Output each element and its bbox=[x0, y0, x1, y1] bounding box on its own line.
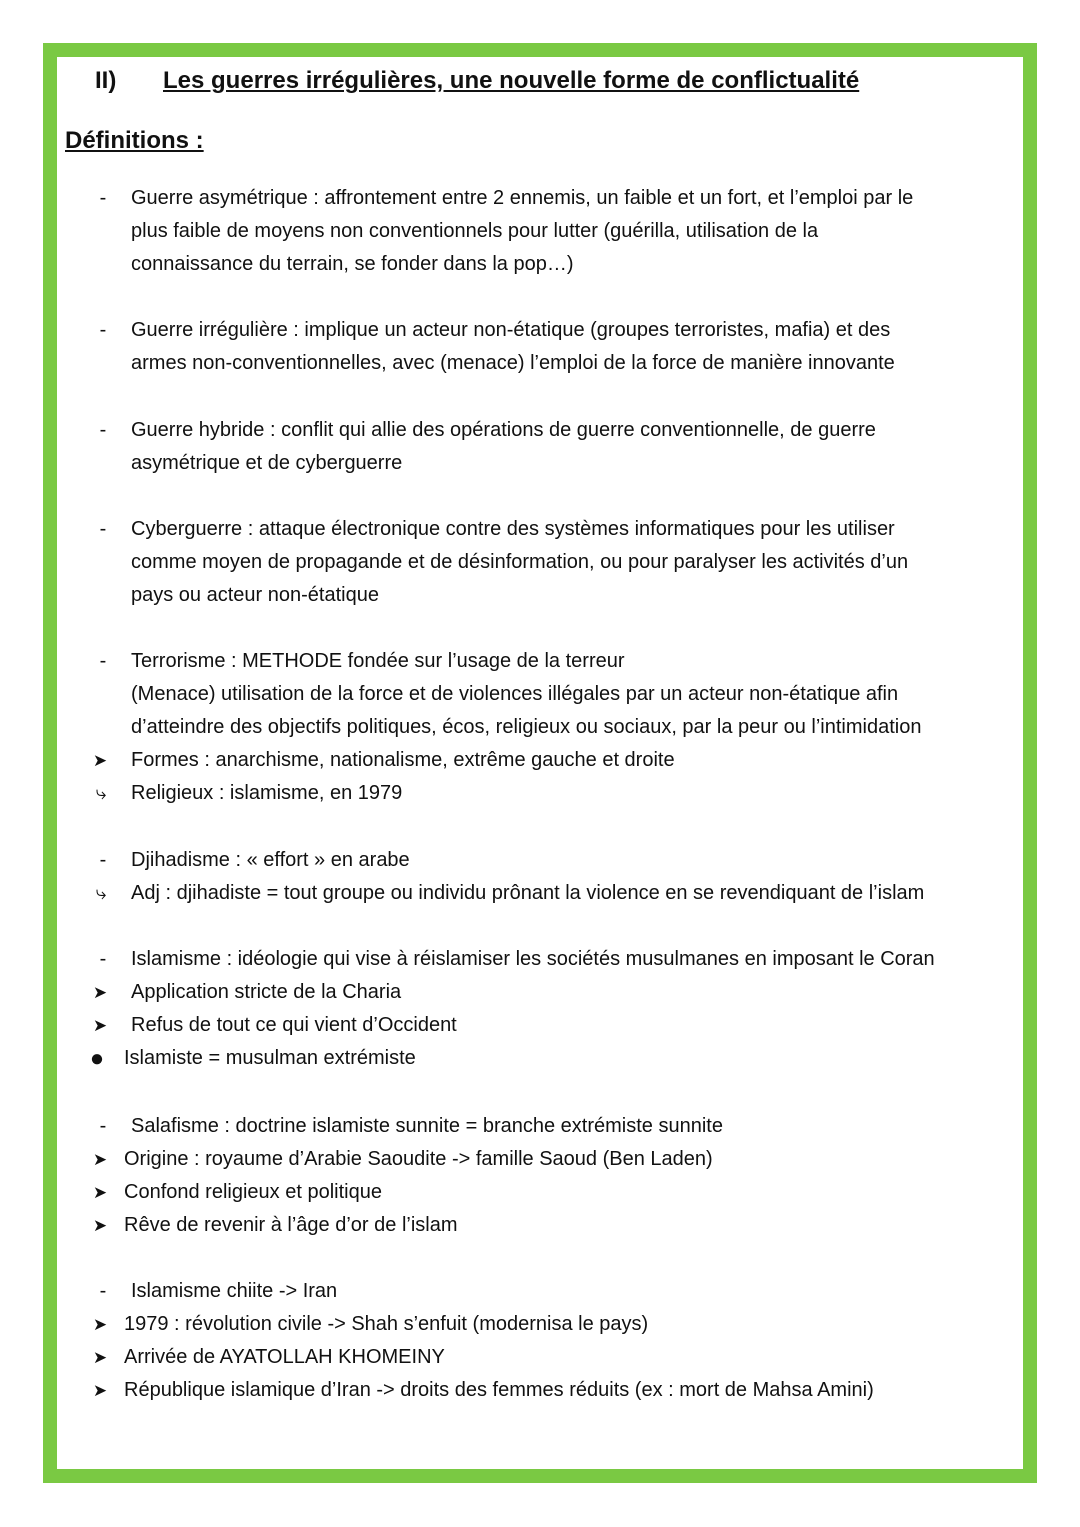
arrowhead-icon: ➤ bbox=[92, 1315, 108, 1334]
arrowhead-icon: ➤ bbox=[92, 1183, 108, 1202]
sub-item: ➤ Origine : royaume d’Arabie Saoudite -> famille Saoud (Ben Laden) bbox=[0, 1143, 1080, 1176]
sub-item: ➤ Application stricte de la Charia bbox=[0, 976, 1080, 1009]
section-title: Les guerres irrégulières, une nouvelle forme de conflictualité bbox=[163, 67, 860, 94]
definition-djihadisme bbox=[0, 844, 1080, 910]
definition-line: asymétrique et de cyberguerre bbox=[131, 452, 403, 474]
definition-line: - Guerre asymétrique : affrontement entre 2 ennemis, un faible et un fort, et l’emploi par le bbox=[0, 182, 1080, 215]
definition-line: - Guerre irrégulière : implique un acteur non-étatique (groupes terroristes, mafia) et des bbox=[0, 314, 1080, 347]
turn-arrow-icon: ⤷ bbox=[95, 783, 107, 804]
dash-marker: - bbox=[99, 419, 107, 441]
definition-guerre-irreguliere bbox=[0, 314, 1080, 380]
definition-line: - Guerre hybride : conflit qui allie des opérations de guerre conventionnelle, de guerre bbox=[0, 414, 1080, 447]
arrowhead-icon: ➤ bbox=[92, 1150, 108, 1169]
arrowhead-icon: ➤ bbox=[92, 751, 108, 770]
definition-guerre-asymetrique bbox=[0, 182, 1080, 281]
dash-marker: - bbox=[99, 849, 107, 871]
sub-item: ➤ Formes : anarchisme, nationalisme, extrême gauche et droite bbox=[0, 744, 1080, 777]
definitions-title: Définitions : bbox=[65, 127, 204, 154]
definition-line: - Terrorisme : METHODE fondée sur l’usage de la terreur bbox=[0, 645, 1080, 678]
section-number: II) bbox=[95, 67, 117, 94]
definition-line: - Cyberguerre : attaque électronique contre des systèmes informatiques pour les utiliser bbox=[0, 513, 1080, 546]
definition-line: - Salafisme : doctrine islamiste sunnite = branche extrémiste sunnite bbox=[0, 1110, 1080, 1143]
sub-item: ⤷ Adj : djihadiste = tout groupe ou individu prônant la violence en se revendiquant de l’islam bbox=[0, 877, 1080, 910]
section-heading bbox=[0, 67, 1080, 101]
sub-item: ➤ Rêve de revenir à l’âge d’or de l’islam bbox=[0, 1209, 1080, 1242]
definition-line: - Djihadisme : « effort » en arabe bbox=[0, 844, 1080, 877]
definition-terrorisme bbox=[0, 645, 1080, 810]
dash-marker: - bbox=[99, 1280, 107, 1302]
definition-line: plus faible de moyens non conventionnels pour lutter (guérilla, utilisation de la bbox=[131, 220, 819, 242]
definition-cyberguerre bbox=[0, 513, 1080, 612]
dash-marker: - bbox=[99, 518, 107, 540]
definition-line: connaissance du terrain, se fonder dans la pop…) bbox=[131, 253, 574, 275]
sub-item: ➤ République islamique d’Iran -> droits des femmes réduits (ex : mort de Mahsa Amini) bbox=[0, 1374, 1080, 1407]
arrowhead-icon: ➤ bbox=[92, 983, 108, 1002]
sub-item: ➤ Confond religieux et politique bbox=[0, 1176, 1080, 1209]
arrowhead-icon: ➤ bbox=[92, 1216, 108, 1235]
definition-line: armes non-conventionnelles, avec (menace) l’emploi de la force de manière innovante bbox=[131, 352, 895, 374]
sub-item: ➤ 1979 : révolution civile -> Shah s’enfuit (modernisa le pays) bbox=[0, 1308, 1080, 1341]
definition-guerre-hybride bbox=[0, 414, 1080, 480]
definition-line: - Islamisme chiite -> Iran bbox=[0, 1275, 1080, 1308]
sub-item: ➤ Refus de tout ce qui vient d’Occident bbox=[0, 1009, 1080, 1042]
dash-marker: - bbox=[99, 650, 107, 672]
turn-arrow-icon: ⤷ bbox=[95, 883, 107, 904]
dash-marker: - bbox=[99, 319, 107, 341]
definition-line: d’atteindre des objectifs politiques, écos, religieux ou sociaux, par la peur ou l’intimidation bbox=[131, 716, 922, 738]
definition-line: (Menace) utilisation de la force et de violences illégales par un acteur non-étatique afin bbox=[131, 683, 899, 705]
bullet-icon: ● bbox=[89, 1045, 105, 1072]
sub-item: ➤ Arrivée de AYATOLLAH KHOMEINY bbox=[0, 1341, 1080, 1374]
arrowhead-icon: ➤ bbox=[92, 1348, 108, 1367]
definition-line: comme moyen de propagande et de désinformation, ou pour paralyser les activités d’un bbox=[131, 551, 909, 573]
arrowhead-icon: ➤ bbox=[92, 1016, 108, 1035]
dash-marker: - bbox=[99, 1115, 107, 1137]
definition-line: - Islamisme : idéologie qui vise à réislamiser les sociétés musulmanes en imposant le Coran bbox=[0, 943, 1080, 976]
sub-item: ● Islamiste = musulman extrémiste bbox=[0, 1042, 1080, 1075]
dash-marker: - bbox=[99, 187, 107, 209]
definition-islamisme-chiite bbox=[0, 1275, 1080, 1407]
sub-item: ⤷ Religieux : islamisme, en 1979 bbox=[0, 777, 1080, 810]
definition-islamisme bbox=[0, 943, 1080, 1075]
definition-line: pays ou acteur non-étatique bbox=[131, 584, 379, 606]
arrowhead-icon: ➤ bbox=[92, 1381, 108, 1400]
dash-marker: - bbox=[99, 948, 107, 970]
definition-salafisme bbox=[0, 1110, 1080, 1242]
